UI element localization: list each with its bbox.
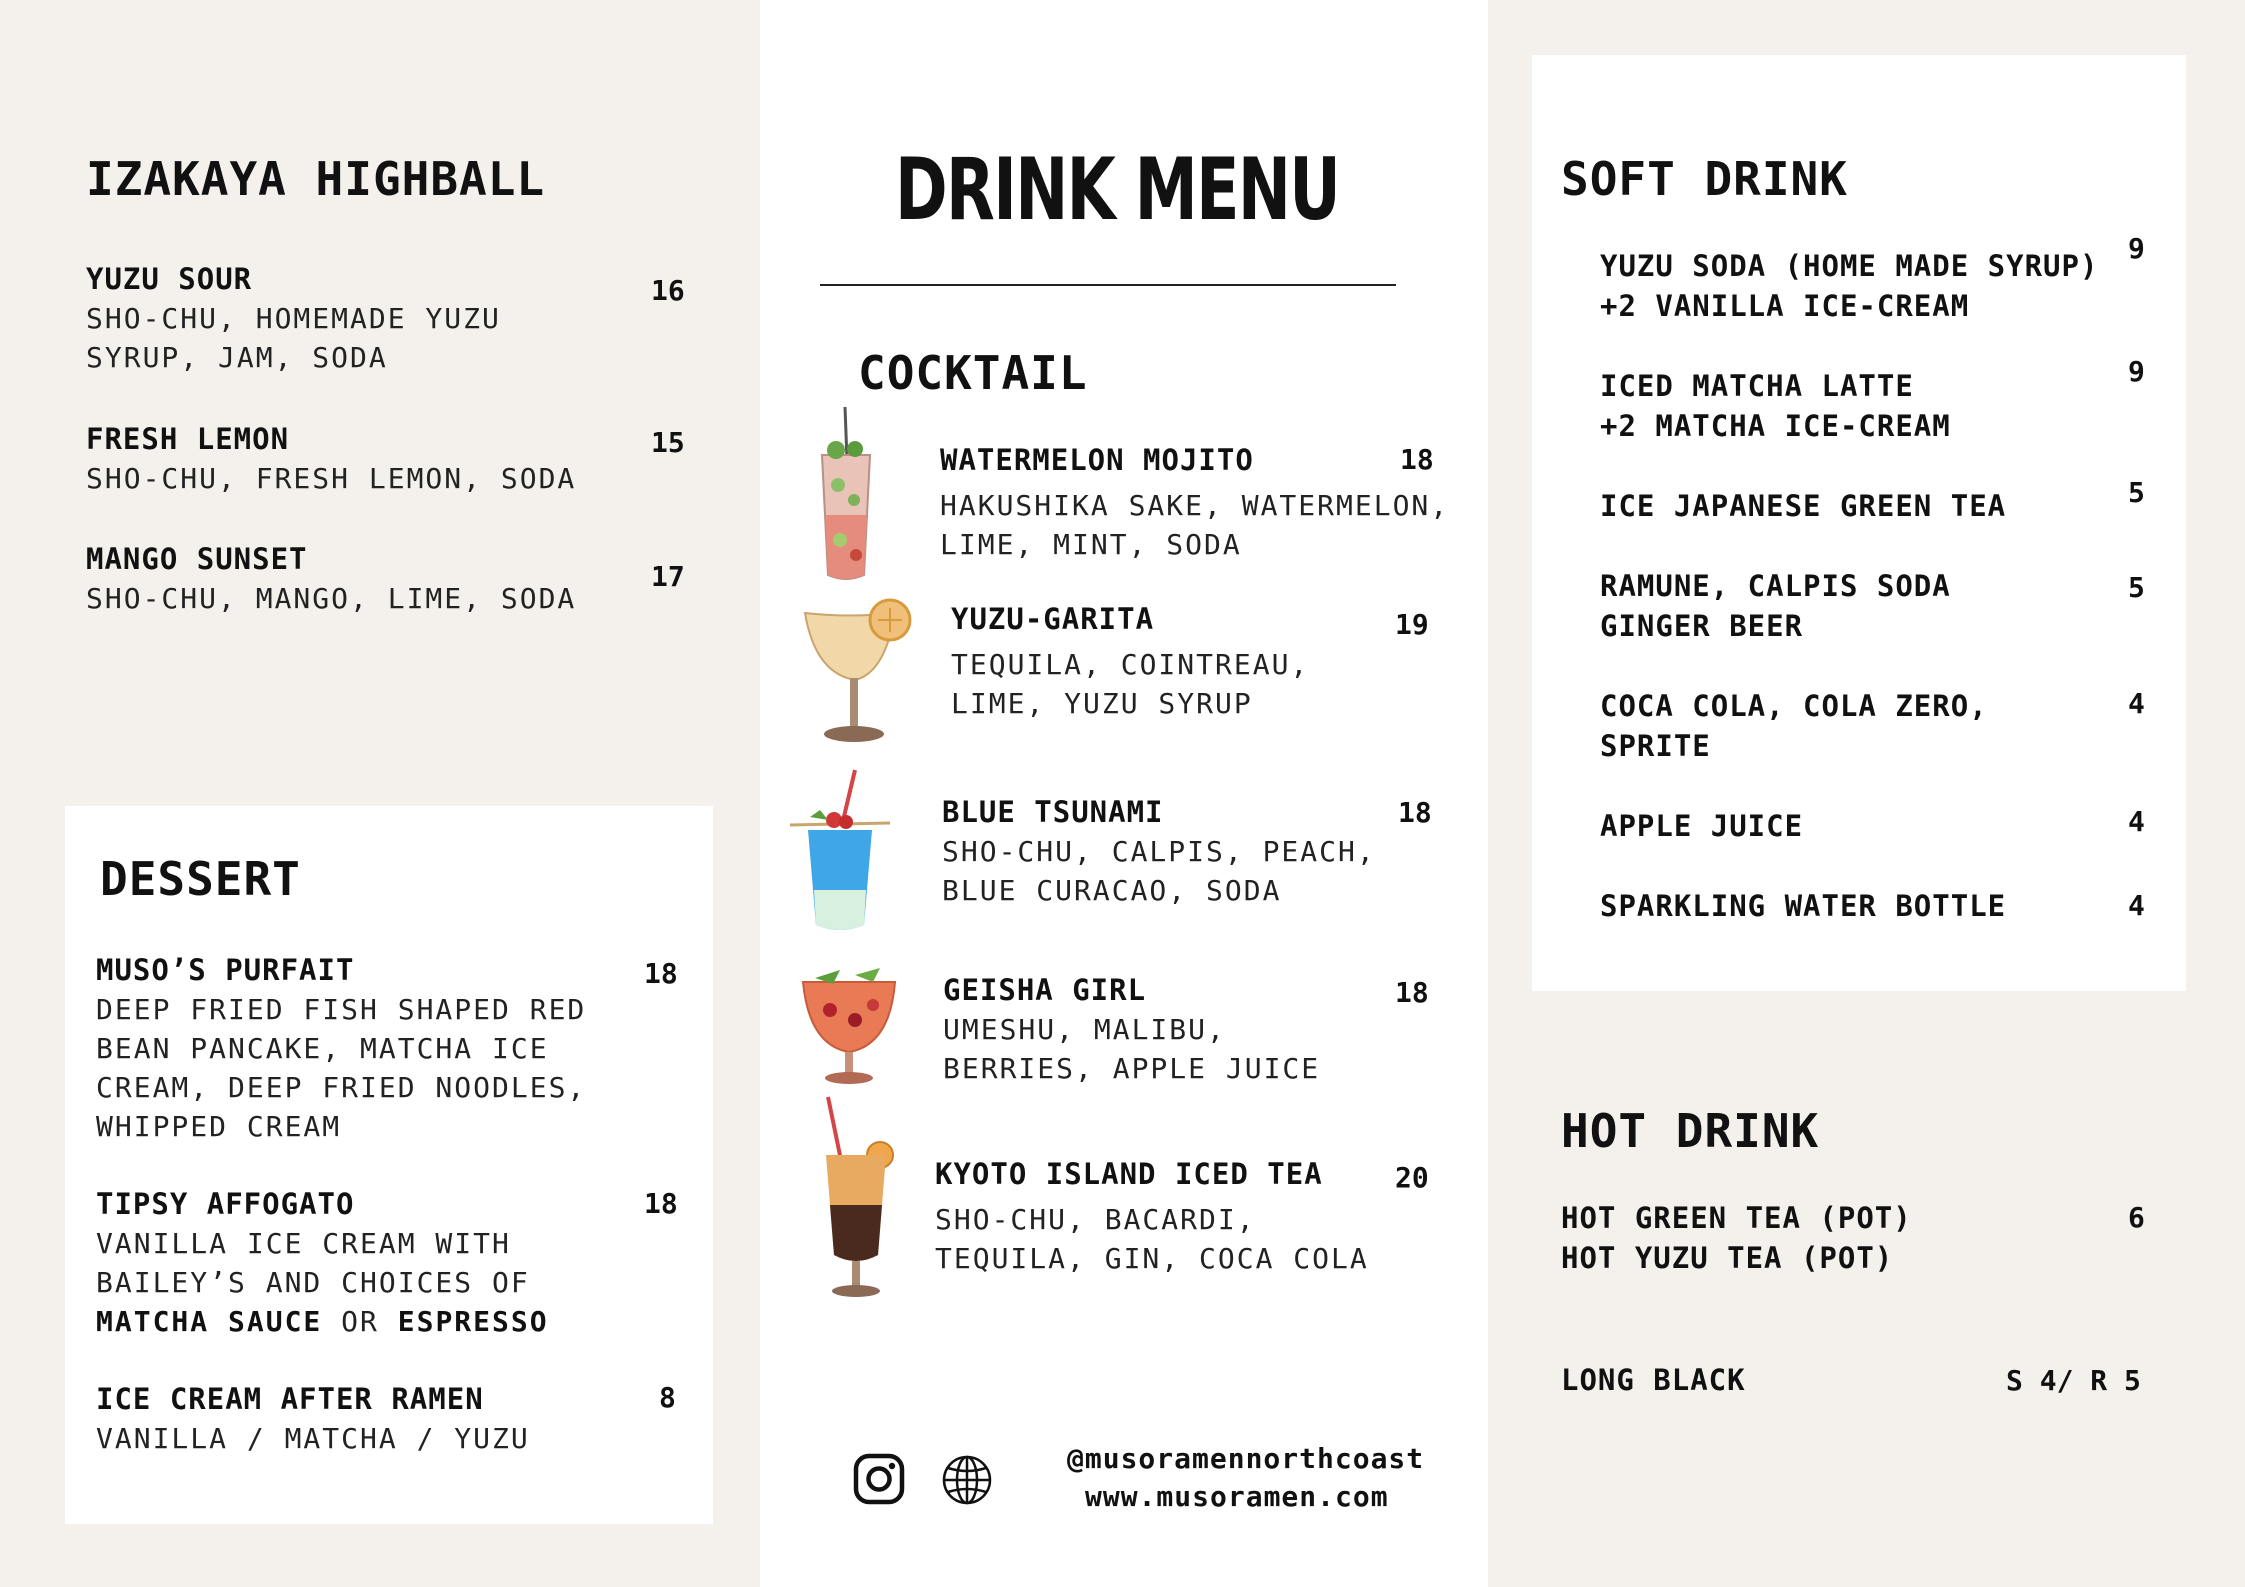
item-desc: SHO-CHU, MANGO, LIME, SODA xyxy=(86,582,577,615)
menu-item xyxy=(951,599,1309,723)
menu-item xyxy=(86,419,576,498)
menu-item xyxy=(1600,486,2006,526)
item-price: 4 xyxy=(2128,805,2145,838)
item-name: SPARKLING WATER BOTTLE xyxy=(1600,889,2007,923)
item-name: +2 MATCHA ICE-CREAM xyxy=(1600,409,1951,443)
item-price: 6 xyxy=(2128,1201,2145,1234)
menu-item xyxy=(96,950,586,1146)
watermelon-mojito-glass xyxy=(800,405,895,585)
item-name: ICE JAPANESE GREEN TEA xyxy=(1600,489,2007,523)
item-desc: BLUE CURACAO, SODA xyxy=(942,874,1282,907)
page-title: DRINK MENU xyxy=(895,140,1340,240)
item-desc: HAKUSHIKA SAKE, WATERMELON, xyxy=(940,489,1450,522)
item-name: KYOTO ISLAND ICED TEA xyxy=(935,1157,1323,1191)
iced-tea-glass xyxy=(808,1095,903,1305)
globe-icon[interactable] xyxy=(941,1454,993,1506)
highlight-text: MATCHA SAUCE xyxy=(96,1305,323,1338)
item-price: 18 xyxy=(644,1187,678,1220)
menu-item xyxy=(1600,886,2006,926)
item-name: RAMUNE, CALPIS SODA xyxy=(1600,569,1951,603)
menu-item xyxy=(1561,1198,1912,1278)
item-desc: UMESHU, MALIBU, xyxy=(943,1013,1226,1046)
highball-title: IZAKAYA HIGHBALL xyxy=(86,152,546,206)
berry-cocktail-glass xyxy=(795,960,905,1090)
menu-item xyxy=(1600,366,1951,446)
item-name: GINGER BEER xyxy=(1600,609,1804,643)
item-price: 5 xyxy=(2128,571,2145,604)
item-price: 9 xyxy=(2128,232,2145,265)
menu-item xyxy=(1600,566,1951,646)
item-desc: SHO-CHU, HOMEMADE YUZU xyxy=(86,302,501,335)
item-name: LONG BLACK xyxy=(1561,1363,1746,1397)
highlight-text: ESPRESSO xyxy=(397,1305,549,1338)
item-price: 17 xyxy=(651,560,685,593)
item-price: 4 xyxy=(2128,687,2145,720)
menu-item xyxy=(1561,1360,1746,1400)
menu-item xyxy=(86,259,501,377)
item-desc: TEQUILA, GIN, COCA COLA xyxy=(935,1242,1369,1275)
item-desc: VANILLA / MATCHA / YUZU xyxy=(96,1422,530,1455)
item-desc-line xyxy=(96,1302,549,1341)
item-name: MANGO SUNSET xyxy=(86,542,308,576)
item-name: WATERMELON MOJITO xyxy=(940,443,1254,477)
conjunction-text: OR xyxy=(322,1305,398,1338)
item-price: 18 xyxy=(1395,976,1429,1009)
item-price: 20 xyxy=(1395,1161,1429,1194)
item-price: 18 xyxy=(1400,443,1434,476)
item-name: GEISHA GIRL xyxy=(943,973,1147,1007)
item-name: BLUE TSUNAMI xyxy=(942,795,1164,829)
item-desc: BEAN PANCAKE, MATCHA ICE xyxy=(96,1032,549,1065)
item-desc: TEQUILA, COINTREAU, xyxy=(951,648,1310,681)
item-price: 16 xyxy=(651,274,685,307)
item-price: 9 xyxy=(2128,355,2145,388)
item-name: APPLE JUICE xyxy=(1600,809,1804,843)
item-price: 5 xyxy=(2128,476,2145,509)
item-name: HOT GREEN TEA (POT) xyxy=(1561,1201,1912,1235)
item-desc: SHO-CHU, FRESH LEMON, SODA xyxy=(86,462,577,495)
hot-drink-title: HOT DRINK xyxy=(1561,1104,1820,1158)
menu-item xyxy=(1600,686,1988,766)
item-name: YUZU-GARITA xyxy=(951,602,1155,636)
item-name: YUZU SOUR xyxy=(86,262,253,296)
item-desc: SHO-CHU, BACARDI, xyxy=(935,1203,1256,1236)
website-link[interactable]: www.musoramen.com xyxy=(1085,1480,1389,1513)
menu-item xyxy=(96,1184,549,1341)
menu-item xyxy=(1600,246,2098,326)
item-desc: SHO-CHU, CALPIS, PEACH, xyxy=(942,835,1376,868)
instagram-handle-link[interactable]: @musoramennorthcoast xyxy=(1067,1442,1425,1475)
item-price: 19 xyxy=(1395,608,1429,641)
item-name: HOT YUZU TEA (POT) xyxy=(1561,1241,1894,1275)
item-name: TIPSY AFFOGATO xyxy=(96,1187,355,1221)
item-name: YUZU SODA (HOME MADE SYRUP) xyxy=(1600,249,2099,283)
menu-item xyxy=(1600,806,1803,846)
menu-item xyxy=(943,970,1320,1088)
item-name: MUSO’S PURFAIT xyxy=(96,953,355,987)
item-price: 15 xyxy=(651,426,685,459)
menu-item xyxy=(96,1379,530,1458)
item-name: ICED MATCHA LATTE xyxy=(1600,369,1914,403)
menu-item xyxy=(86,539,576,618)
item-desc: CREAM, DEEP FRIED NOODLES, xyxy=(96,1071,587,1104)
soft-drink-title: SOFT DRINK xyxy=(1561,152,1848,206)
item-name: SPRITE xyxy=(1600,729,1711,763)
item-price: 4 xyxy=(2128,889,2145,922)
item-desc: BAILEY’S AND CHOICES OF xyxy=(96,1266,530,1299)
title-divider xyxy=(820,284,1396,286)
item-name: ICE CREAM AFTER RAMEN xyxy=(96,1382,484,1416)
dessert-title: DESSERT xyxy=(100,852,301,906)
item-desc: LIME, YUZU SYRUP xyxy=(951,687,1253,720)
item-desc: DEEP FRIED FISH SHAPED RED xyxy=(96,993,587,1026)
menu-item xyxy=(940,440,1449,564)
item-price: 8 xyxy=(659,1381,676,1414)
item-desc: WHIPPED CREAM xyxy=(96,1110,342,1143)
item-desc: BERRIES, APPLE JUICE xyxy=(943,1052,1321,1085)
item-price: 18 xyxy=(644,957,678,990)
item-price: 18 xyxy=(1398,796,1432,829)
instagram-icon[interactable] xyxy=(853,1453,905,1505)
item-desc: SYRUP, JAM, SODA xyxy=(86,341,388,374)
item-desc: LIME, MINT, SODA xyxy=(940,528,1242,561)
item-name: +2 VANILLA ICE-CREAM xyxy=(1600,289,1970,323)
margarita-glass xyxy=(800,588,920,748)
item-name: COCA COLA, COLA ZERO, xyxy=(1600,689,1988,723)
item-price: S 4/ R 5 xyxy=(2006,1364,2141,1397)
item-desc: VANILLA ICE CREAM WITH xyxy=(96,1227,511,1260)
menu-item xyxy=(935,1154,1369,1278)
blue-cocktail-glass xyxy=(780,765,900,945)
item-name: FRESH LEMON xyxy=(86,422,290,456)
menu-item xyxy=(942,792,1376,910)
cocktail-title: COCKTAIL xyxy=(858,346,1088,400)
